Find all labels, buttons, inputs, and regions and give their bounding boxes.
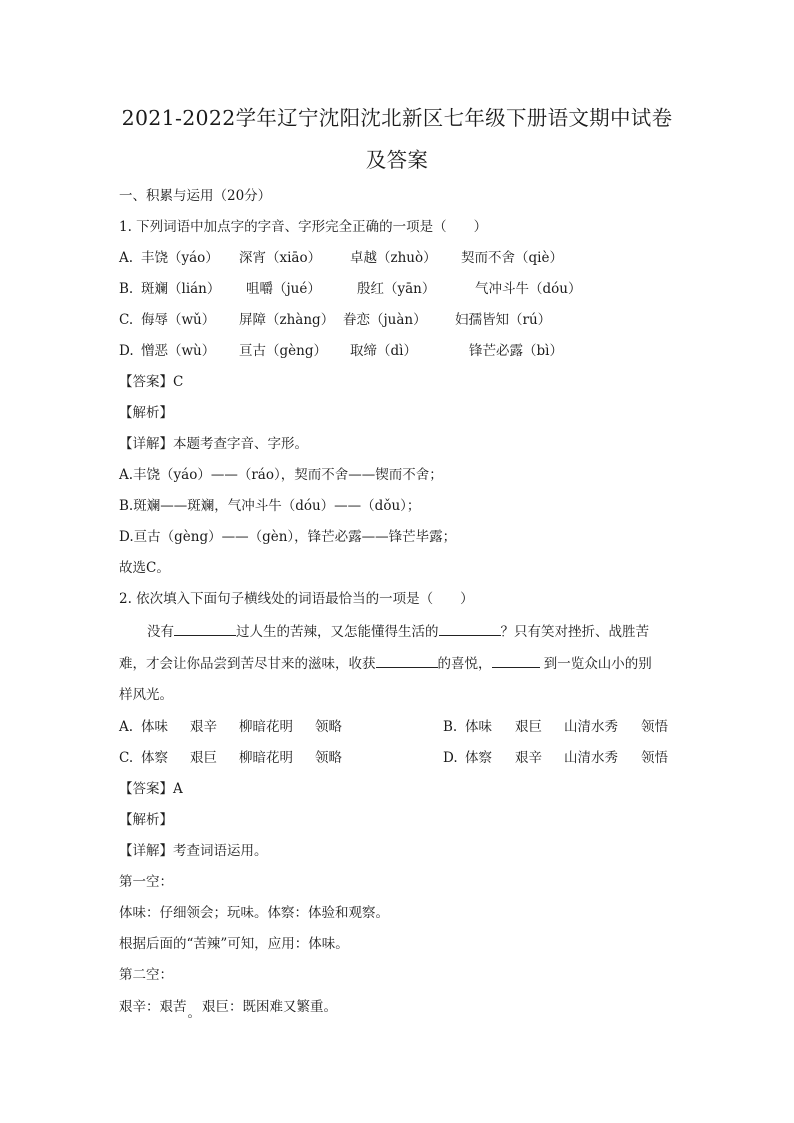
option-label: C. <box>119 750 134 766</box>
q2-analysis-line <box>119 998 337 1021</box>
q1-explanation-d: D.亘古（gèng）——（gèn），锋芒必露——锋芒毕露； <box>119 529 457 545</box>
option-item: 斑斓（lián） <box>141 281 221 297</box>
passage-text: 过人生的苦辣，又怎能懂得生活的 <box>236 624 439 640</box>
option-item: 殷红（yān） <box>357 281 436 297</box>
option-item: 山清水秀 <box>564 719 618 735</box>
document-title-line2: 及答案 <box>365 148 429 172</box>
passage-text: 的喜悦， <box>437 656 492 672</box>
q2-analysis-line: 第一空： <box>119 874 173 890</box>
q2-detail: 【详解】考查词语运用。 <box>119 843 268 859</box>
option-item: 气冲斗牛（dóu） <box>475 281 582 297</box>
q2-answer: 【答案】A <box>119 781 183 797</box>
option-item: 屏障（zhàng） <box>239 312 335 328</box>
option-item: 体察 <box>141 750 168 766</box>
option-item: 艰辛 <box>515 750 542 766</box>
q1-conclusion: 故选C。 <box>119 560 170 576</box>
option-item: 亘古（gèng） <box>239 343 327 359</box>
option-item: 卓越（zhuò） <box>350 250 437 266</box>
passage-text: 到一览众山小的别 <box>543 656 652 672</box>
option-item: 体味 <box>141 719 168 735</box>
option-label: D. <box>443 750 458 766</box>
q2-passage-line1 <box>147 622 649 641</box>
option-item: 契而不舍（qiè） <box>461 250 563 266</box>
option-item: 取缔（dì） <box>350 343 417 359</box>
q2-analysis-line: 体味：仔细领会；玩味。体察：体验和观察。 <box>119 905 389 921</box>
option-label: B. <box>443 719 458 735</box>
option-item: 领悟 <box>641 750 668 766</box>
passage-text: 难，才会让你品尝到苦尽甘来的滋味，收获 <box>119 656 376 672</box>
q2-passage-line2 <box>119 654 652 673</box>
option-item: 体察 <box>465 750 492 766</box>
option-item: 艰巨 <box>190 750 217 766</box>
option-item: 柳暗花明 <box>239 750 293 766</box>
q2-analysis-heading: 【解析】 <box>119 812 173 828</box>
option-item: 领略 <box>315 719 342 735</box>
option-item: 深宵（xiāo） <box>239 250 322 266</box>
option-item: 侮辱（wǔ） <box>141 312 216 328</box>
section-heading: 一、积累与运用（20分） <box>119 188 272 204</box>
q1-stem: 1. 下列词语中加点字的字音、字形完全正确的一项是（ ） <box>119 219 488 235</box>
q1-explanation-a: A.丰饶（yáo）——（ráo），契而不舍——锲而不舍； <box>119 467 443 483</box>
fill-blank-4 <box>492 654 540 668</box>
passage-text: 没有 <box>147 624 174 640</box>
fill-blank-1 <box>174 622 236 636</box>
q2-stem: 2. 依次填入下面句子横线处的词语最恰当的一项是（ ） <box>119 591 474 607</box>
option-label: D. <box>119 343 134 359</box>
option-item: 山清水秀 <box>564 750 618 766</box>
q1-analysis-heading: 【解析】 <box>119 405 173 421</box>
option-item: 憎恶（wù） <box>141 343 216 359</box>
q2-analysis-line: 根据后面的“苦辣”可知，应用：体味。 <box>119 936 349 952</box>
option-label: A. <box>119 719 134 735</box>
option-label: A. <box>119 250 134 266</box>
fill-blank-3 <box>376 654 438 668</box>
option-item: 领悟 <box>641 719 668 735</box>
q2-analysis-line: 第二空： <box>119 967 173 983</box>
passage-text: ？只有笑对挫折、战胜苦 <box>500 624 649 640</box>
analysis-text: 艰巨：既困难又繁重。 <box>202 999 337 1015</box>
q1-detail: 【详解】本题考查字音、字形。 <box>119 436 308 452</box>
subscript-period: 。 <box>187 1005 201 1021</box>
q1-answer: 【答案】C <box>119 374 184 390</box>
fill-blank-2 <box>439 622 501 636</box>
analysis-text: 艰辛：艰苦 <box>119 999 187 1015</box>
option-item: 丰饶（yáo） <box>141 250 219 266</box>
option-item: 妇孺皆知（rú） <box>455 312 552 328</box>
option-label: C. <box>119 312 134 328</box>
option-item: 艰巨 <box>515 719 542 735</box>
option-item: 体味 <box>465 719 492 735</box>
q2-passage-line3: 样风光。 <box>119 687 173 703</box>
option-item: 咀嚼（jué） <box>246 281 321 297</box>
option-item: 柳暗花明 <box>239 719 293 735</box>
q1-explanation-b: B.斑斓——斑斓，气冲斗牛（dóu）——（dǒu）； <box>119 498 421 514</box>
option-label: B. <box>119 281 134 297</box>
option-item: 眷恋（juàn） <box>343 312 427 328</box>
option-item: 锋芒必露（bì） <box>469 343 563 359</box>
option-item: 艰辛 <box>190 719 217 735</box>
option-item: 领略 <box>315 750 342 766</box>
document-title-line1: 2021-2022学年辽宁沈阳沈北新区七年级下册语文期中试卷 <box>121 106 673 130</box>
